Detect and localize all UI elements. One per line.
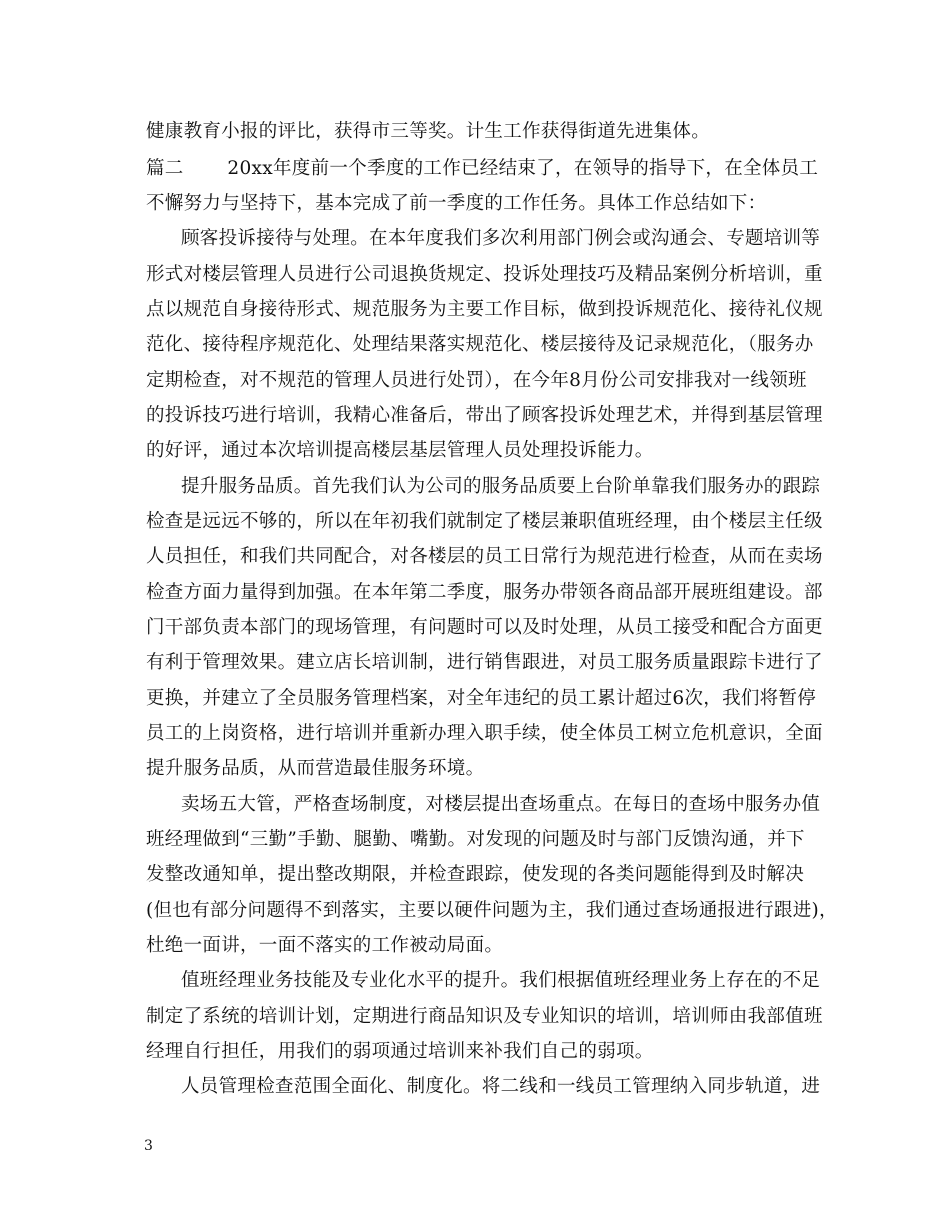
text-line: (但也有部分问题得不到落实，主要以硬件问题为主，我们通过查场通报进行跟进)， — [146, 900, 838, 921]
text-line: 健康教育小报的评比，获得市三等奖。计生工作获得街道先进集体。 — [146, 121, 711, 142]
text-line: 更换，并建立了全员服务管理档案，对全年违纪的员工累计超过6次，我们将暂停 — [146, 688, 817, 709]
text-line: 定期检查，对不规范的管理人员进行处罚），在今年8月份公司安排我对一线领班 — [146, 370, 807, 391]
text-line: 班经理做到“三勤”手勤、腿勤、嘴勤。对发现的问题及时与部门反馈沟通，并下 — [146, 829, 805, 850]
text-line: 篇二 20xx年度前一个季度的工作已经结束了，在领导的指导下，在全体员工 — [146, 158, 819, 179]
text-line: 检查方面力量得到加强。在本年第二季度，服务办带领各商品部开展班组建设。部 — [146, 582, 823, 603]
text-line: 杜绝一面讲，一面不落实的工作被动局面。 — [146, 935, 504, 956]
text-line: 经理自行担任，用我们的弱项通过培训来补我们自己的弱项。 — [146, 1041, 654, 1062]
paragraph-start-line: 卖场五大管，严格查场制度，对楼层提出查场重点。在每日的查场中服务办值 — [181, 794, 821, 815]
text-line: 不懈努力与坚持下，基本完成了前一季度的工作任务。具体工作总结如下： — [146, 193, 767, 214]
text-line: 门干部负责本部门的现场管理，有问题时可以及时处理，从员工接受和配合方面更 — [146, 617, 823, 638]
text-line: 检查是远远不够的，所以在年初我们就制定了楼层兼职值班经理，由个楼层主任级 — [146, 511, 823, 532]
paragraph-start-line: 提升服务品质。首先我们认为公司的服务品质要上台阶单靠我们服务办的跟踪 — [181, 476, 821, 497]
text-line: 人员担任，和我们共同配合，对各楼层的员工日常行为规范进行检查，从而在卖场 — [146, 546, 823, 567]
paragraph-start-line: 值班经理业务技能及专业化水平的提升。我们根据值班经理业务上存在的不足 — [181, 970, 821, 991]
text-line: 有利于管理效果。建立店长培训制，进行销售跟进，对员工服务质量跟踪卡进行了 — [146, 652, 823, 673]
text-line: 的好评，通过本次培训提高楼层基层管理人员处理投诉能力。 — [146, 440, 654, 461]
text-line: 员工的上岗资格，进行培训并重新办理入职手续，使全体员工树立危机意识，全面 — [146, 723, 823, 744]
text-line: 范化、接待程序规范化、处理结果落实规范化、楼层接待及记录规范化，（服务办 — [146, 334, 814, 355]
paragraph-start-line: 顾客投诉接待与处理。在本年度我们多次利用部门例会或沟通会、专题培训等 — [181, 228, 821, 249]
text-line: 形式对楼层管理人员进行公司退换货规定、投诉处理技巧及精品案例分析培训，重 — [146, 264, 823, 285]
text-line: 的投诉技巧进行培训，我精心准备后，带出了顾客投诉处理艺术，并得到基层管理 — [146, 405, 823, 426]
text-line: 制定了系统的培训计划，定期进行商品知识及专业知识的培训，培训师由我部值班 — [146, 1006, 823, 1027]
text-line: 提升服务品质，从而营造最佳服务环境。 — [146, 758, 485, 779]
text-line: 发整改通知单，提出整改期限，并检查跟踪，使发现的各类问题能得到及时解决 — [146, 864, 805, 885]
page-number: 3 — [144, 1138, 153, 1154]
text-line: 点以规范自身接待形式、规范服务为主要工作目标，做到投诉规范化、接待礼仪规 — [146, 299, 823, 320]
paragraph-start-line: 人员管理检查范围全面化、制度化。将二线和一线员工管理纳入同步轨道，进 — [181, 1076, 821, 1097]
